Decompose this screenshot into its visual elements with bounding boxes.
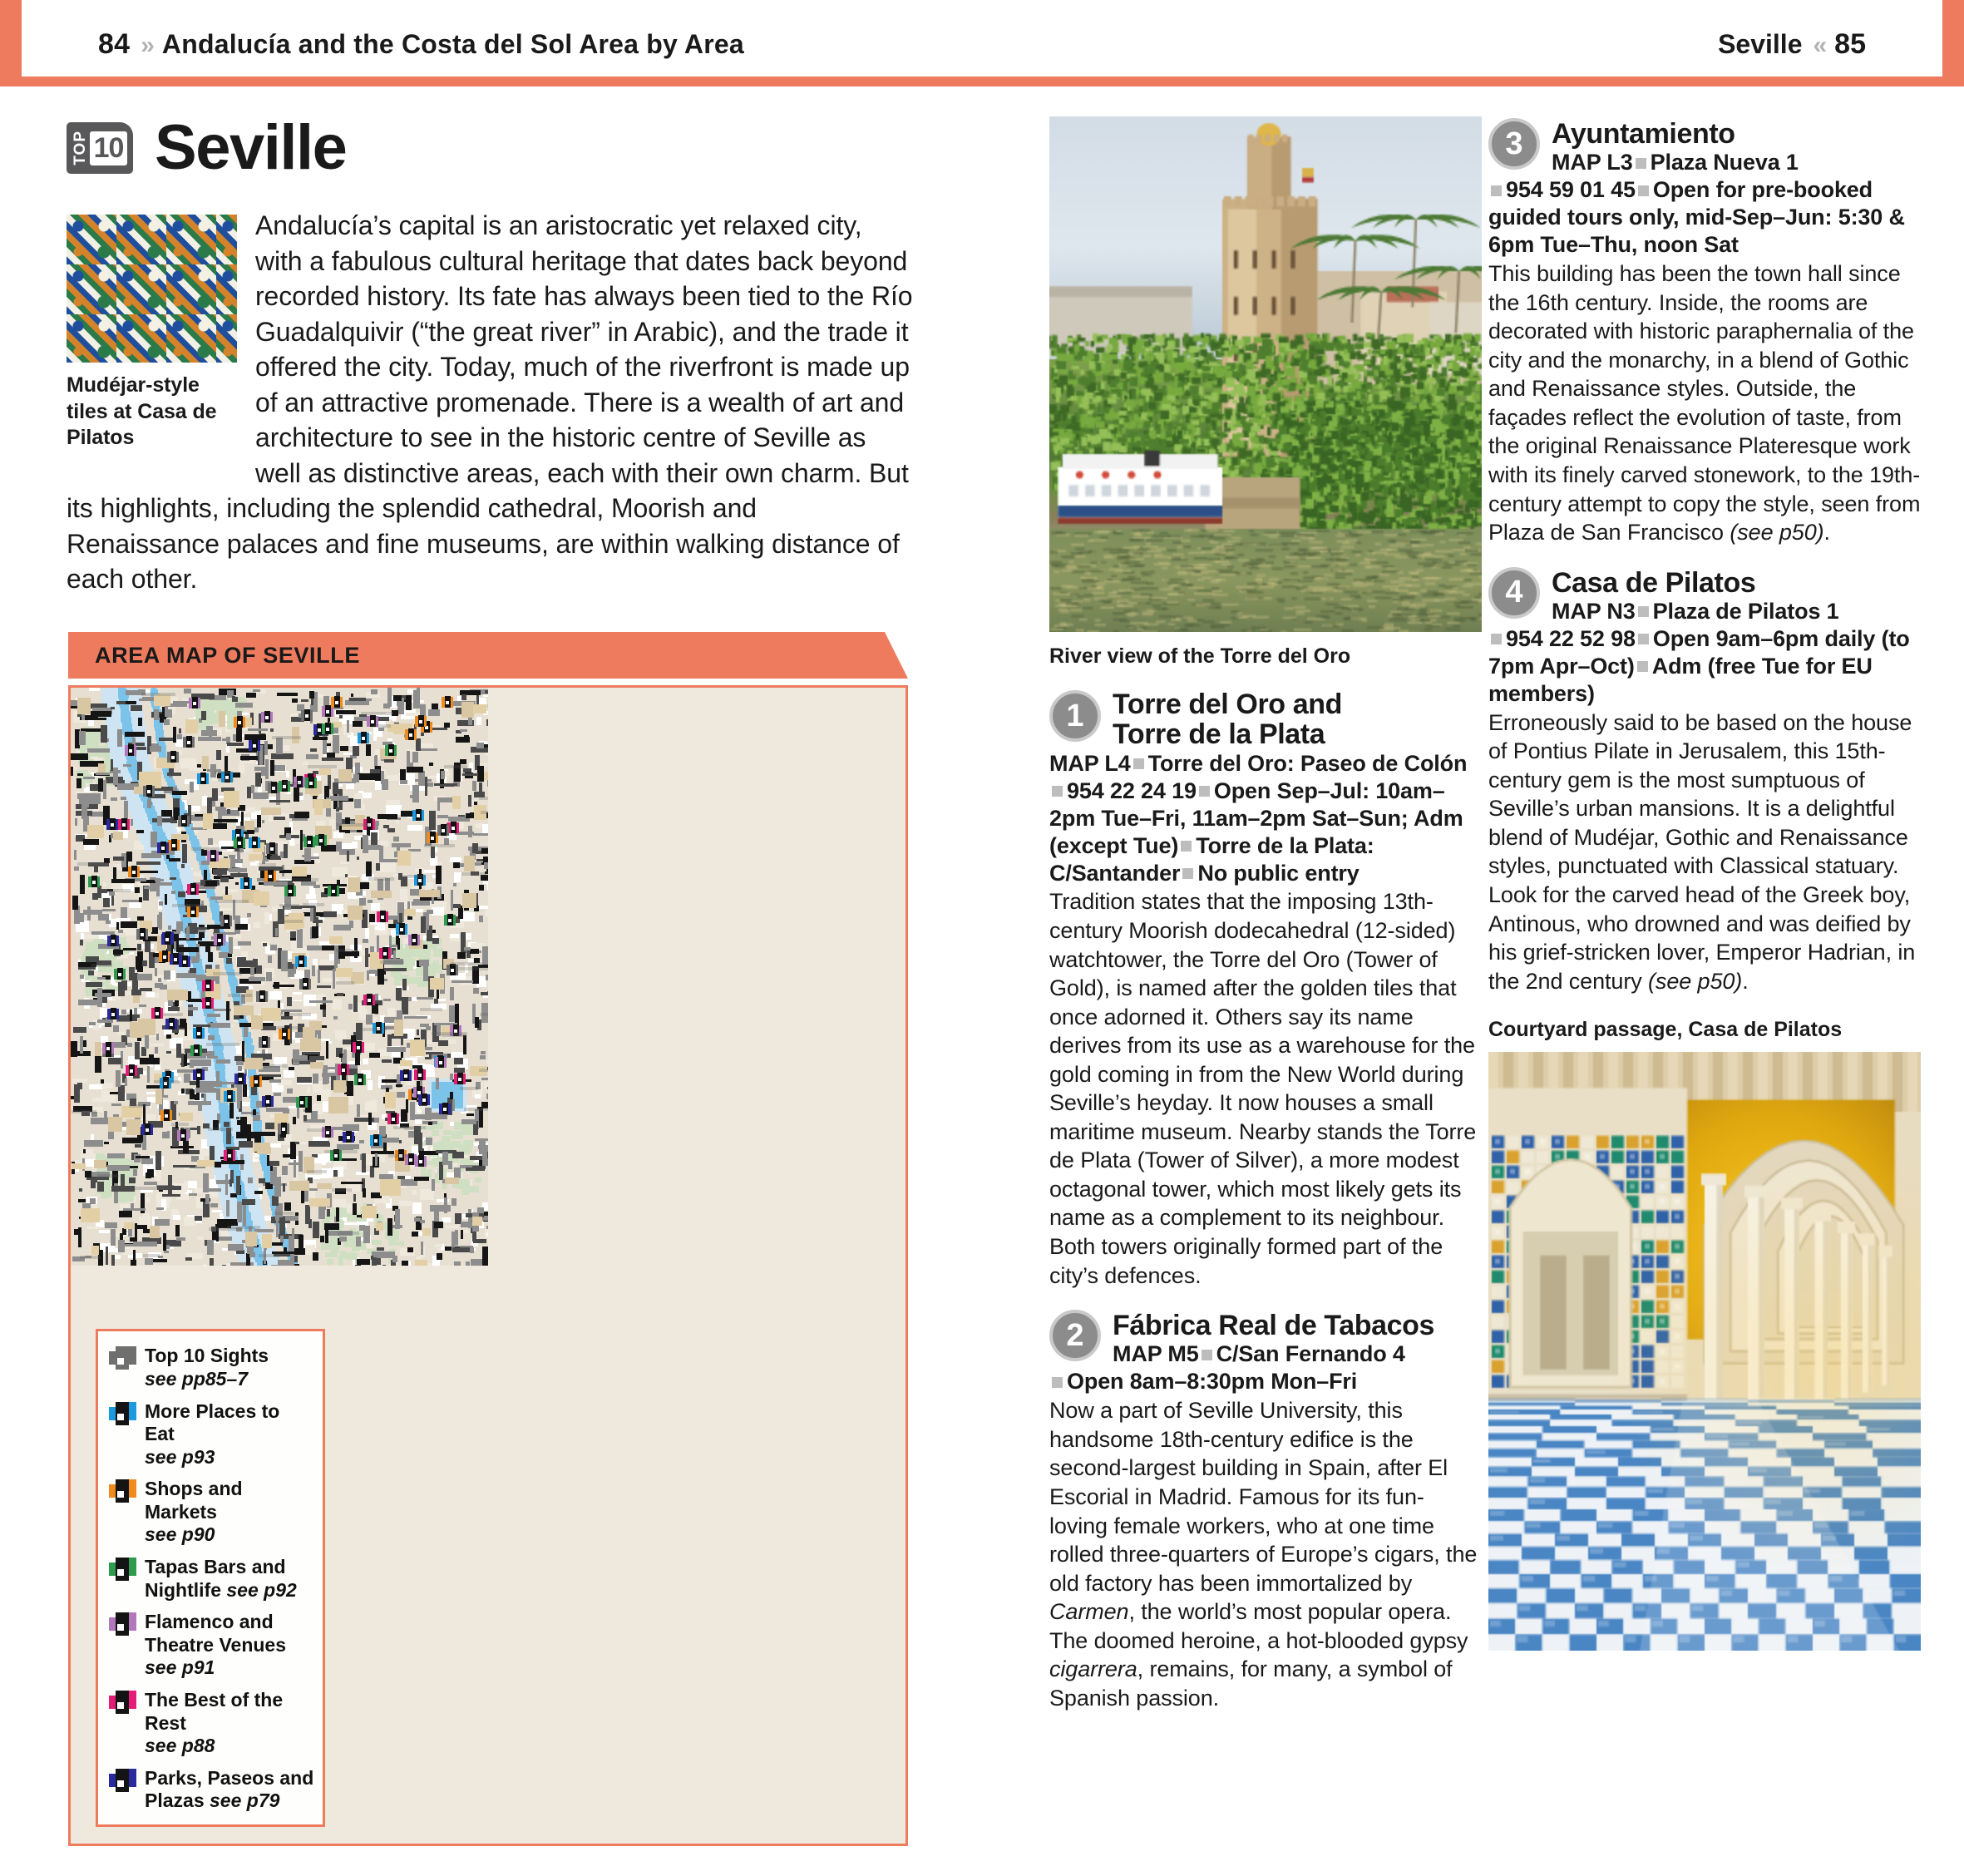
sight-entry-2-head: [1049, 1308, 1482, 1368]
sight-entry-1-title-line2: Torre de la Plata: [1113, 718, 1325, 751]
casa-de-pilatos-photo-canvas: [1488, 1052, 1921, 1651]
legend-pin-icon: [108, 1478, 136, 1506]
running-head-right: [1718, 28, 1866, 61]
legend-pin-icon: [108, 1767, 136, 1795]
sight-entry-3-meta-rest: 954 59 01 45 Open for pre-booked guided tours only, mid-Sep–Jun: 5:30 & 6pm Tue–Thu, noon Sat: [1488, 177, 1905, 258]
legend-item-label: Flamenco and Theatre Venues see p91: [145, 1611, 287, 1679]
sight-entry-2-meta-line2: Open 8am–8:30pm Mon–Fri: [1049, 1368, 1482, 1395]
page-title-row: [67, 112, 915, 183]
top10-badge-top-label: TOP: [71, 131, 89, 165]
left-column: [67, 112, 915, 597]
meta-separator-icon: [1638, 185, 1649, 196]
legend-item-3: [108, 1476, 314, 1547]
torre-del-oro-photo-canvas: [1049, 116, 1482, 632]
sight-entry-2: [1049, 1308, 1482, 1712]
mudejar-tiles-photo: [67, 215, 237, 363]
tile-photo-figure: [67, 215, 237, 452]
legend-item-label: More Places to Eat see p93: [145, 1400, 280, 1468]
torre-del-oro-photo-caption: River view of the Torre del Oro: [1049, 644, 1351, 668]
sight-number-badge-2: 2: [1049, 1310, 1101, 1361]
sight-entry-2-title: Fábrica Real de Tabacos: [1113, 1310, 1434, 1342]
meta-separator-icon: [1202, 1350, 1212, 1360]
intro-paragraph: Andalucía’s capital is an aristocratic yet relaxed city, with a fabulous cultural heritage that dates back beyond recorded history. Its fate has always been tied to the Río Guadalquivir (“the great river” in Arabic), and the trade it offered the city. Today, much of the riverfront is made up of an attractive promenade. There is a wealth of art and architecture to see in the historic centre of Seville as well as distinctive areas, each with their own charm. But its highlights, including the splendid cathedral, Moorish and Renaissance palaces and fine museums, are within walking distance of each other.: [67, 210, 913, 595]
legend-item-5: [108, 1609, 314, 1680]
sight-entry-3: [1488, 116, 1921, 547]
area-map-banner-label: AREA MAP OF SEVILLE: [95, 643, 360, 668]
page-edge-bar-left: [0, 0, 22, 86]
legend-item-label: Parks, Paseos and Plazas see p79: [145, 1766, 314, 1812]
meta-separator-icon: [1133, 758, 1144, 769]
legend-item-2: [108, 1399, 314, 1469]
sight-number-badge-4: 4: [1488, 567, 1540, 619]
legend-pin-icon: [108, 1400, 136, 1429]
top10-badge-number: 10: [90, 131, 128, 165]
folio-right: 85: [1834, 28, 1866, 60]
sight-entry-1-title-line1: Torre del Oro and: [1113, 689, 1342, 720]
meta-separator-icon: [1491, 634, 1502, 644]
legend-pin-icon: [108, 1556, 136, 1584]
legend-item-7: [108, 1765, 314, 1813]
meta-separator-icon: [1052, 786, 1063, 797]
sight-entry-1: [1049, 689, 1482, 1290]
meta-separator-icon: [1052, 1377, 1063, 1388]
legend-item-1: [108, 1343, 314, 1390]
legend-item-label: Tapas Bars and Nightlife see p92: [145, 1556, 297, 1601]
sight-entry-1-meta: MAP L4 Torre del Oro: Paseo de Colón954 22 24 19 Open Sep–Jul: 10am–2pm Tue–Fri, 11am–2pm Sat–Sun; Adm (except Tue) Torre de la Plata: C/Santander No public entry: [1049, 750, 1468, 886]
meta-separator-icon: [1636, 158, 1646, 169]
page-title: Seville: [155, 112, 347, 183]
sight-entry-4-meta-line1: MAP N3 Plaza de Pilatos 1: [1552, 598, 1839, 624]
area-map-frame[interactable]: [68, 685, 908, 1846]
page-edge-bar-right: [1942, 0, 1964, 86]
sight-entry-1-body: Tradition states that the imposing 13th-century Moorish dodecahedral (12-sided) watchtower, the Torre del Oro (Tower of Gold), is named after the golden tiles that once adorned it. Others say its name derives from its use as a warehouse for the gold coming in from the New World during Seville’s heyday. It now houses a small maritime museum. Nearby stands the Torre de Plata (Tower of Silver), a more modest octagonal tower, which most likely gets its name as a complement to its neighbour. Both towers originally formed part of the city’s defences.: [1049, 889, 1477, 1288]
running-head-left-title: Andalucía and the Costa del Sol Area by Area: [161, 29, 744, 59]
middle-column: [1049, 116, 1482, 1719]
sight-entry-4-meta-rest: 954 22 52 98 Open 9am–6pm daily (to 7pm Apr–Oct) Adm (free Tue for EU members): [1488, 625, 1910, 706]
casa-pilatos-photo-caption: Courtyard passage, Casa de Pilatos: [1488, 1018, 1843, 1042]
area-map-banner: [68, 632, 908, 679]
running-head-left: [98, 28, 744, 61]
sight-entry-3-body: This building has been the town hall since the 16th century. Inside, the rooms are decorated with historic paraphernalia of the city and the monarchy, in a blend of Gothic and Renaissance styles. Outside, the façades reflect the evolution of taste, from the original Renaissance Plateresque work with its finely carved stonework, to the 19th-century attempt to copy the style, seen from Plaza de San Francisco (see p50).: [1488, 261, 1921, 546]
legend-item-label: The Best of the Rest see p88: [145, 1689, 284, 1757]
sight-entry-3-title: Ayuntamiento: [1552, 118, 1735, 150]
sight-entry-1-head: [1049, 689, 1482, 750]
chevron-left-icon: «: [1813, 32, 1824, 59]
header-accent-rule: [0, 77, 1964, 86]
top10-badge-icon: [67, 122, 133, 174]
right-column: [1488, 116, 1921, 1651]
legend-pin-icon: [108, 1345, 136, 1373]
sight-entry-3-head: [1488, 116, 1921, 176]
legend-item-4: [108, 1554, 314, 1602]
meta-separator-icon: [1638, 634, 1649, 644]
folio-left: 84: [98, 28, 131, 60]
meta-separator-icon: [1199, 786, 1210, 797]
tile-photo-caption: Mudéjar-style tiles at Casa de Pilatos: [67, 373, 217, 449]
area-map-legend: [96, 1329, 325, 1827]
running-head-right-title: Seville: [1718, 29, 1803, 59]
sight-number-badge-1: 1: [1049, 690, 1101, 742]
sight-entry-3-meta-line1: MAP L3 Plaza Nueva 1: [1552, 150, 1799, 175]
sight-entry-2-meta-line1: MAP M5 C/San Fernando 4: [1113, 1341, 1405, 1367]
sight-entry-4-head: [1488, 565, 1921, 625]
legend-pin-icon: [108, 1611, 136, 1639]
sight-entry-4: [1488, 565, 1921, 996]
legend-pin-icon: [108, 1689, 136, 1717]
legend-item-label: Shops and Markets see p90: [145, 1478, 243, 1546]
meta-separator-icon: [1638, 606, 1649, 617]
area-map-section: [68, 632, 908, 1846]
sight-entry-1-title: [1113, 689, 1342, 750]
intro-block: [67, 208, 915, 597]
torre-del-oro-photo: [1049, 116, 1482, 632]
casa-de-pilatos-photo: [1488, 1052, 1921, 1651]
sight-entry-4-body: Erroneously said to be based on the house of Pontius Pilate in Jerusalem, this 15th-century gem is the most sumptuous of Seville’s urban mansions. It is a delightful blend of Mudéjar, Gothic and Renaissance styles, punctuated with Classical statuary. Look for the carved head of the Greek boy, Antinous, who drowned and was deified by his grief-stricken lover, Emperor Hadrian, in the 2nd century (see p50).: [1488, 709, 1916, 994]
sight-number-badge-3: 3: [1488, 118, 1540, 170]
meta-separator-icon: [1182, 868, 1193, 879]
area-map-canvas[interactable]: [71, 688, 488, 1266]
meta-separator-icon: [1491, 185, 1502, 196]
legend-item-label: Top 10 Sights see pp85–7: [145, 1345, 269, 1390]
sight-entry-2-body: Now a part of Seville University, this handsome 18th-century edifice is the second-largest building in Spain, after El Escorial in Madrid. Famous for its fun-loving female workers, who at one time rolled three-quarters of Europe’s cigars, the old factory has been immortalized by Carmen, the world’s most popular opera. The doomed heroine, a hot-blooded gypsy cigarrera, remains, for many, a symbol of Spanish passion.: [1049, 1398, 1478, 1711]
sight-entry-4-title: Casa de Pilatos: [1552, 566, 1756, 599]
chevron-right-icon: »: [141, 32, 151, 59]
meta-separator-icon: [1181, 841, 1192, 852]
meta-separator-icon: [1637, 661, 1648, 672]
legend-item-6: [108, 1687, 314, 1758]
